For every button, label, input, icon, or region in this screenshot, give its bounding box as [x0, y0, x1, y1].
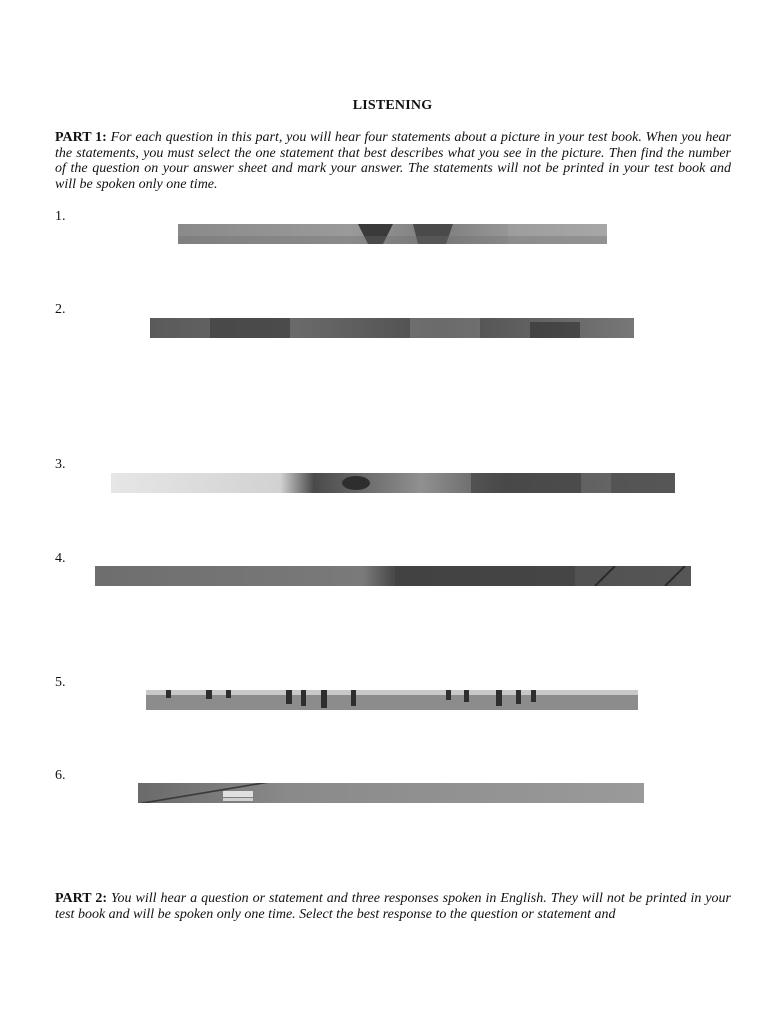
question-5-photo	[146, 690, 638, 710]
question-3-photo	[111, 473, 675, 493]
question-number: 6.	[55, 768, 66, 783]
question-number: 2.	[55, 302, 66, 317]
question-6-photo	[138, 783, 644, 803]
question-4-photo	[95, 566, 691, 586]
part2-instructions	[55, 891, 731, 922]
part2-label: PART 2:	[55, 891, 107, 906]
page-title: LISTENING	[352, 98, 433, 113]
part2-text: You will hear a question or statement and three responses spoken in English. They will not be printed in your test book and will be spoken only one time. Select the best response to the question or statement and	[55, 891, 731, 922]
part1-text: For each question in this part, you will hear four statements about a picture in your test book. When you hear the statements, you must select the one statement that best describes what you see in the picture. Then find the number of the question on your answer sheet and mark your answer. The statements will not be printed in your test book and will be spoken only one time.	[55, 130, 731, 192]
question-1-photo	[178, 224, 607, 244]
question-number: 4.	[55, 551, 66, 566]
part1-label: PART 1:	[55, 130, 107, 145]
part1-instructions	[55, 130, 731, 192]
question-number: 3.	[55, 457, 66, 472]
question-number: 5.	[55, 675, 66, 690]
question-number: 1.	[55, 209, 66, 224]
question-2-photo	[150, 318, 634, 338]
